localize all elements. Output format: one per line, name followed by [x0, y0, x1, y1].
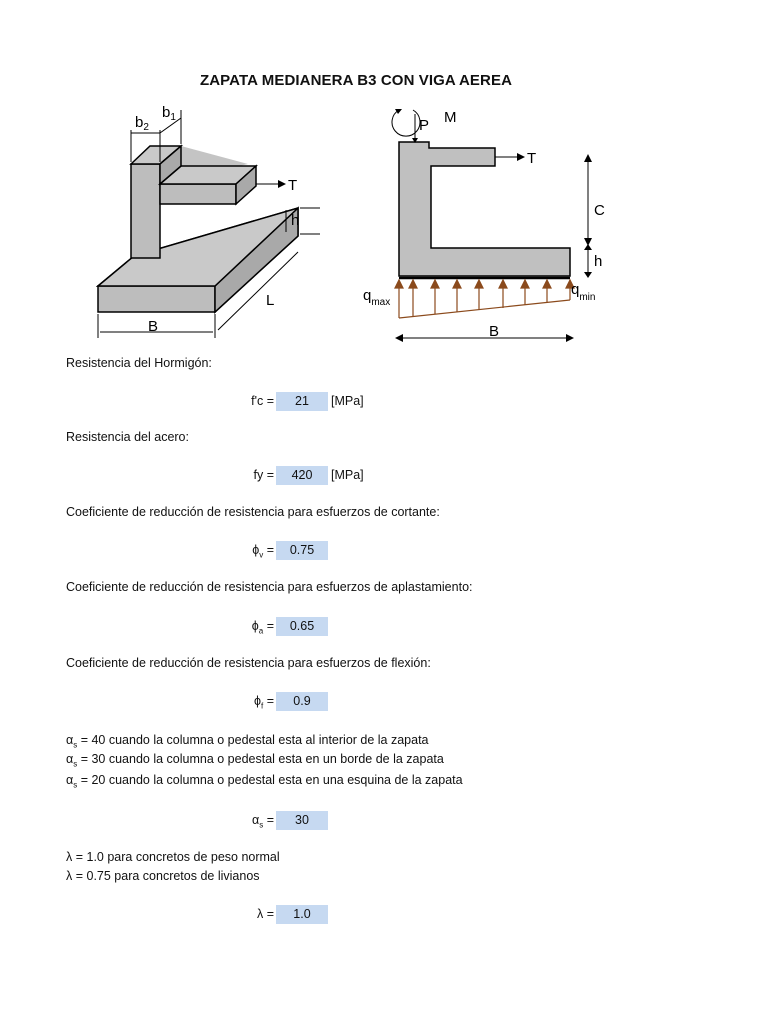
- svg-text:b1: $b_1$: [162, 104, 176, 123]
- fc-label: f'c =: [251, 394, 274, 408]
- alpha-note-corner: $\alpha_s = 20$ cuando la columna o pedestal esta en una esquina de la zapata: [66, 773, 463, 790]
- svg-text:qmax: $q_{max}$: [363, 287, 391, 308]
- shear-reduction-label: Coeficiente de reducción de resistencia para esfuerzos de cortante:: [66, 505, 440, 519]
- fc-unit: [MPa]: [331, 394, 364, 408]
- P-label: P: [419, 117, 430, 134]
- footing-isometric-diagram: [88, 100, 320, 345]
- M-label: M: [444, 109, 457, 126]
- page-title: ZAPATA MEDIANERA B3 CON VIGA AEREA: [199, 72, 513, 89]
- alphas-value[interactable]: 30: [276, 811, 328, 830]
- svg-text:qmin: $q_{min}$: [571, 281, 596, 303]
- phif-label: $\phi_f$ =: [253, 694, 274, 711]
- lambda-value[interactable]: 1.0: [276, 905, 328, 924]
- lambda-note-light: λ = 0.75 para concretos de livianos: [66, 869, 260, 883]
- alpha-note-edge: $\alpha_s = 30$ cuando la columna o pedestal esta en un borde de la zapata: [66, 752, 444, 769]
- footing-section-diagram: [355, 100, 615, 345]
- lambda-note-normal: λ = 1.0 para concretos de peso normal: [66, 850, 280, 864]
- phia-label: $\phi_a$ =: [251, 619, 274, 636]
- fy-value[interactable]: 420: [276, 466, 328, 485]
- alphas-label: $\alpha_s$ =: [251, 813, 274, 830]
- B-label: B: [148, 318, 159, 335]
- alpha-note-interior: $\alpha_s = 40$ cuando la columna o pedestal esta al interior de la zapata: [66, 733, 429, 750]
- C-label: C: [594, 202, 605, 219]
- steel-strength-label: Resistencia del acero:: [66, 430, 189, 444]
- phiv-value[interactable]: 0.75: [276, 541, 328, 560]
- phiv-label: $\phi_v$ =: [252, 543, 274, 560]
- phia-value[interactable]: 0.65: [276, 617, 328, 636]
- fc-value[interactable]: 21: [276, 392, 328, 411]
- fy-unit: [MPa]: [331, 468, 364, 482]
- h-label: h: [291, 212, 300, 229]
- L-label: L: [266, 292, 275, 309]
- lambda-label: λ =: [256, 907, 274, 921]
- fy-label: fy =: [253, 468, 274, 482]
- h-label: h: [594, 253, 603, 270]
- B-label: B: [489, 323, 500, 340]
- flexure-reduction-label: Coeficiente de reducción de resistencia para esfuerzos de flexión:: [66, 656, 431, 670]
- svg-text:b2: $b_2$: [135, 114, 149, 133]
- bearing-reduction-label: Coeficiente de reducción de resistencia para esfuerzos de aplastamiento:: [66, 580, 473, 594]
- T-label: T: [288, 177, 298, 194]
- concrete-strength-label: Resistencia del Hormigón:: [66, 356, 212, 370]
- T-label: T: [527, 150, 537, 167]
- phif-value[interactable]: 0.9: [276, 692, 328, 711]
